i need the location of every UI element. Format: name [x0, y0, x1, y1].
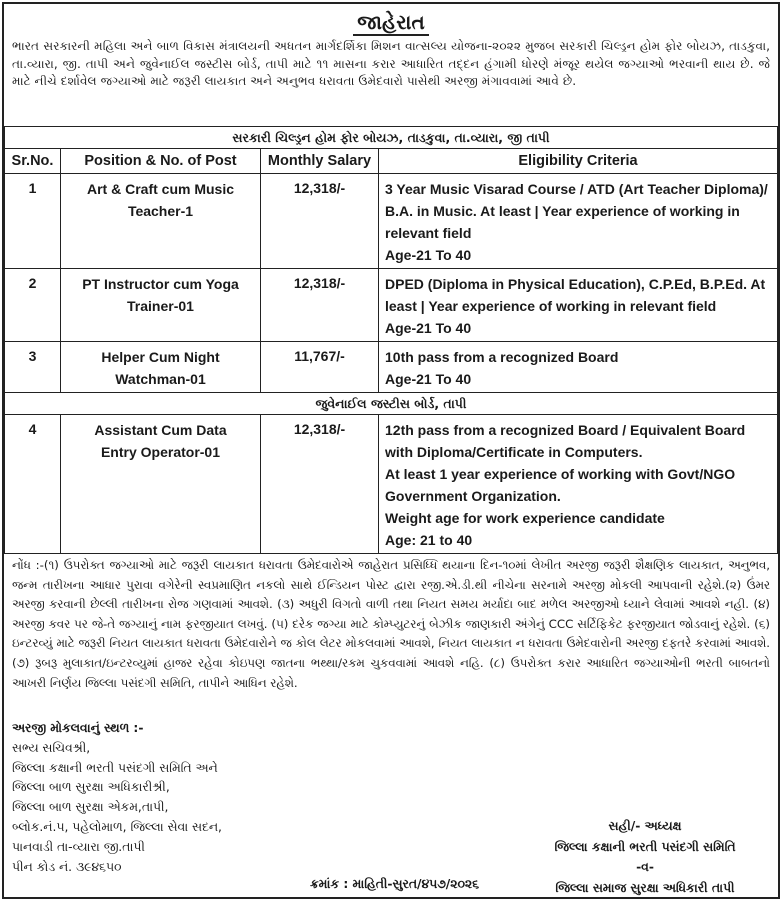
posts-table [4, 126, 778, 554]
application-address [12, 719, 222, 877]
row-position [61, 174, 261, 269]
eligibility-line: DPED (Diploma in Physical Education), C.P.Ed, B.P.Ed. At least | Year experience of working in relevant field [385, 276, 766, 314]
notes-paragraph: નોંધ :-(૧) ઉપરોક્ત જગ્યાઓ માટે જરૂરી લાયકાત ધરાવતા ઉમેદવારોએ જાહેરાત પ્રસિધ્ધિ થયાના દિન-૧૦માં લેખીત અરજી જરૂરી શૈક્ષણિક લાયકાત, અનુભવ, જન્મ તારીખના આધાર પુરાવા વગેરેની સ્વપ્રમાણિત નકલો સાથે ઈન્ડિયન પોસ્ટ દ્વારા રજી.એ.ડી.થી નીચેના સરનામે અરજી મોકલી આપવાની રહેશે.(૨) ઉંમર અરજી કરવાની છેલ્લી તારીખના રોજ ગણવામાં આવશે. (૩) અધુરી વિગતો વાળી તથા નિયત સમય મર્યાદા બાદ મળેલ અરજીઓ ધ્યાને લેવામાં આવશે નહી. (૪) અરજી કવર પર જે-તે જગ્યાનું નામ ફરજીયાત લખવું. (૫) દરેક જગ્યા માટે કોમ્પ્યુટરનું બેઝીક જાણકારી અંગેનું CCC સર્ટિફિકેટ ફરજીયાત જોડવાનું રહેશે. (૬) ઇન્ટરવ્યું માટે જરૂરી નિયત લાયકાત ધરાવતા ઉમેદવારોને જ કોલ લેટર મોકલવામાં આવશે, નિયત લાયકાત ન ધરાવતા ઉમેદવારોની અરજી દફતરે કરવામાં આવશે. (૭) રૂબરૂ મુલાકાત/ઇન્ટરવ્યુમાં હાજર રહેવા કોઇપણ જાતના ભથ્થા/રકમ ચુકવવામાં આવશે નહિ. (૮) ઉપરોક્ત કરાર આધારિત જગ્યાઓની ભરતી બાબતનો આખરી નિર્ણય જિલ્લા પસંદગી સમિતિ, તાપીને આધિન રહેશે. [12, 558, 770, 690]
row-eligibility [379, 269, 778, 342]
table-row [5, 269, 778, 342]
address-line: પીન કોડ નં. ૩૯૪૬૫૦ [12, 859, 122, 874]
eligibility-line: 10th pass from a recognized Board [385, 349, 619, 365]
row-eligibility [379, 174, 778, 269]
eligibility-line: At least 1 year experience of working with Govt/NGO Government Organization. [385, 466, 736, 504]
eligibility-line: 3 Year Music Visarad Course / ATD (Art Teacher Diploma)/ B.A. in Music. At least | Year experience of working in relevant field [385, 181, 768, 241]
row-salary: 12,318/- [261, 415, 379, 554]
address-heading: અરજી મોકલવાનું સ્થળ :- [12, 721, 144, 735]
table-header-row [5, 149, 778, 174]
address-line: સભ્ય સચિવશ્રી, [12, 740, 91, 755]
row-position [61, 415, 261, 554]
table-row [5, 342, 778, 393]
position-line: Art & Craft cum Music [86, 181, 235, 197]
header-salary: Monthly Salary [261, 149, 379, 174]
table-row [5, 174, 778, 269]
row-sr-no: 4 [5, 415, 61, 554]
eligibility-line: Age-21 To 40 [385, 320, 472, 336]
intro-paragraph: ભારત સરકારની મહિલા અને બાળ વિકાસ મંત્રાલયની અધતન માર્ગદર્શિકા મિશન વાત્સલ્ય યોજના-૨૦૨૨ મુજબ સરકારી ચિલ્ડ્રન હોમ ફોર બોયઝ, તાડકુવા, તા.વ્યારા, જી. તાપી અને જુવેનાઈલ જસ્ટીસ બોર્ડ, તાપી માટે ૧૧ માસના કરાર આધારિત તદ્દન હંગામી ધોરણે મંજૂર થયેલ જગ્યાઓ ભરવાની થાય છે. જે માટે નીચે દર્શાવેલ જગ્યાઓ માટે જરૂરી લાયકાત અને અનુભવ ધરાવતા ઉમેદવારો પાસેથી અરજી મંગાવવામાં આવે છે. [12, 39, 770, 88]
address-line: જિલ્લા બાળ સુરક્ષા એકમ,તાપી, [12, 800, 169, 815]
header-position: Position & No. of Post [61, 149, 261, 174]
section-heading-text: જુવેનાઈલ જસ્ટીસ બોર્ડ, તાપી [5, 393, 778, 415]
section-heading-text: સરકારી ચિલ્ડ્રન હોમ ફોર બોયઝ, તાડકુવા, તા.વ્યારા, જી તાપી [5, 127, 778, 149]
address-line: બ્લોક.નં.૫, પહેલોમાળ, જિલ્લા સેવા સદન, [12, 819, 222, 834]
row-salary: 11,767/- [261, 342, 379, 393]
eligibility-line: Age-21 To 40 [385, 371, 472, 387]
notice-title [4, 10, 778, 36]
table-row [5, 415, 778, 554]
row-eligibility [379, 415, 778, 554]
row-sr-no: 3 [5, 342, 61, 393]
section-heading-juvenile-board [5, 393, 778, 415]
reference-number: ક્રમાંક : માહિતી-સુરત/૪૫૭/૨૦૨૬ [310, 877, 479, 891]
position-line: Helper Cum Night [101, 349, 220, 365]
advertisement-notice [2, 2, 780, 899]
address-line: જિલ્લા કક્ષાની ભરતી પસંદગી સમિતિ અને [12, 760, 218, 775]
header-sr-no: Sr.No. [5, 149, 61, 174]
row-salary: 12,318/- [261, 269, 379, 342]
position-line: PT Instructor cum Yoga [82, 276, 239, 292]
position-line: Watchman-01 [115, 371, 206, 387]
signature-line: -વ- [636, 860, 654, 874]
position-line: Trainer-01 [127, 298, 194, 314]
signature-block [520, 816, 770, 898]
eligibility-line: Age: 21 to 40 [385, 532, 473, 548]
signature-line: સહી/- અધ્યક્ષ [608, 819, 682, 833]
eligibility-line: Weight age for work experience candidate [385, 510, 665, 526]
address-line: પાનવાડી તા-વ્યારા જી.તાપી [12, 839, 145, 854]
signature-line: જિલ્લા કક્ષાની ભરતી પસંદગી સમિતિ [554, 839, 736, 854]
row-position [61, 269, 261, 342]
position-line: Entry Operator-01 [100, 444, 221, 460]
section-heading-childrens-home [5, 127, 778, 149]
row-eligibility [379, 342, 778, 393]
address-line: જિલ્લા બાળ સુરક્ષા અધિકારીશ્રી, [12, 780, 170, 795]
row-salary: 12,318/- [261, 174, 379, 269]
eligibility-line: 12th pass from a recognized Board / Equivalent Board with Diploma/Certificate in Computers. [385, 422, 746, 460]
row-sr-no: 2 [5, 269, 61, 342]
notice-title-text: જાહેરાત [353, 12, 428, 36]
position-line: Assistant Cum Data [94, 422, 227, 438]
position-line: Teacher-1 [127, 203, 194, 219]
eligibility-line: Age-21 To 40 [385, 247, 472, 263]
header-eligibility: Eligibility Criteria [379, 149, 778, 174]
row-sr-no: 1 [5, 174, 61, 269]
signature-line: જિલ્લા સમાજ સુરક્ષા અધિકારી તાપી [555, 880, 735, 895]
row-position [61, 342, 261, 393]
